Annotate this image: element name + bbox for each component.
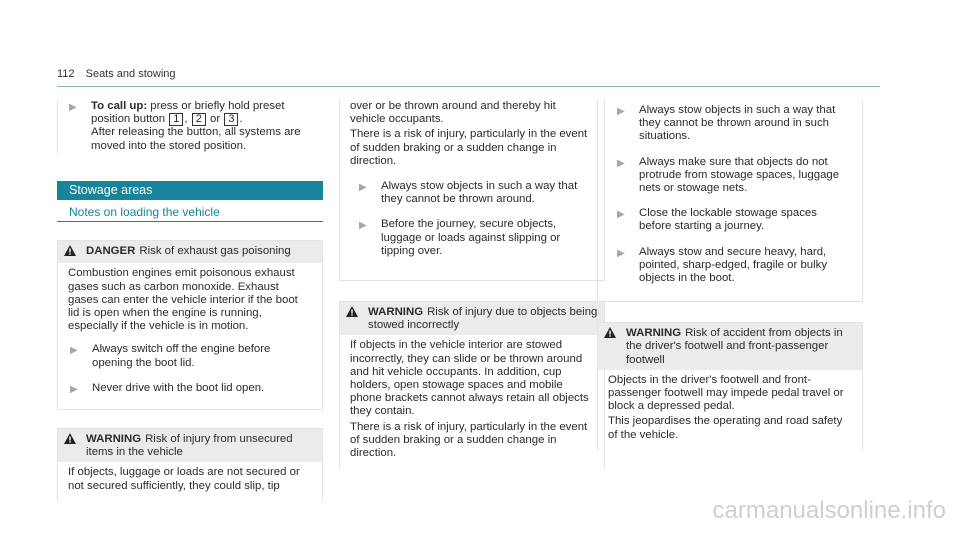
warning-title: Risk of injury due to objects being stowed incorrectly [368, 306, 598, 332]
warning-label: WARNING [86, 433, 142, 446]
arrow-icon: ▶ [69, 102, 77, 113]
continued-text-2: There is a risk of injury, particularly in the event of sudden braking or a sudden change in direction. [350, 128, 588, 167]
column-3 [597, 100, 863, 450]
warning-label: WARNING [368, 306, 424, 319]
warning-text-1: If objects in the vehicle interior are stowed incorrectly, they can slide or be thrown around and hit vehicle occupants. In addition, cup holders, open stowage spaces and mobile phone brackets cannot always retain all objects they contain. [350, 339, 589, 418]
section-name: Seats and stowing [85, 68, 176, 80]
warning-triangle-icon [604, 327, 626, 367]
intro-text-1: press or briefly hold preset position button [91, 100, 285, 126]
page-number: 112 [57, 68, 75, 80]
arrow-icon: ▶ [617, 106, 625, 117]
bullet-text: Always stow and secure heavy, hard, pointed, sharp-edged, fragile or bulky objects in the boot. [639, 245, 828, 285]
warning-label: WARNING [626, 327, 682, 340]
list-item [608, 207, 852, 235]
intro-label: To call up: [91, 100, 148, 112]
warning-triangle-icon [64, 245, 86, 260]
list-item [350, 180, 594, 208]
arrow-icon: ▶ [617, 157, 625, 169]
warning-header [58, 429, 322, 462]
arrow-icon: ▶ [359, 182, 367, 194]
list-item [68, 343, 312, 371]
warning-text-2: There is a risk of injury, particularly in the event of sudden braking or a sudden change in direction. [350, 420, 588, 460]
warning-body [58, 462, 322, 500]
list-item [68, 382, 312, 397]
preset-key-3: 3 [224, 113, 238, 126]
header-divider [57, 86, 880, 87]
bullet-text: Always stow objects in such a way that they cannot be thrown around. [381, 180, 578, 206]
sep-2: or [206, 113, 224, 126]
watermark: carmanualsonline.info [712, 497, 946, 524]
warning-header [340, 302, 604, 335]
section-title: Stowage areas [57, 181, 323, 200]
column-1 [57, 100, 323, 501]
warning-header [598, 323, 862, 370]
danger-title: Risk of exhaust gas poisoning [139, 245, 291, 258]
bullet-list [597, 100, 863, 302]
intro-text-3: After releasing the button, all systems are moved into the stored position. [91, 126, 301, 152]
warning-text: If objects, luggage or loads are not secured or not secured sufficiently, they could slip, tip [68, 466, 300, 492]
warning-triangle-icon [64, 433, 86, 459]
intro-text [91, 100, 323, 153]
danger-text: Combustion engines emit poisonous exhaust gases such as carbon monoxide. Exhaust gases can enter the vehicle interior if the boot lid is open when the engine is running, especially if the vehicle is in motion. [68, 267, 298, 333]
bullet-text: Close the lockable stowage spaces before starting a journey. [639, 207, 817, 233]
arrow-icon: ▶ [70, 383, 78, 395]
list-item [608, 156, 852, 198]
continued-text-1: over or be thrown around and thereby hit vehicle occupants. [350, 100, 556, 126]
page-header [57, 68, 176, 80]
arrow-icon: ▶ [617, 209, 625, 221]
warning-continued [339, 100, 605, 281]
subsection-title: Notes on loading the vehicle [57, 206, 323, 222]
danger-body [58, 263, 322, 409]
list-item [608, 246, 852, 288]
bullet-text: Never drive with the boot lid open. [92, 381, 265, 394]
preset-key-1: 1 [169, 113, 183, 126]
warning-box [597, 322, 863, 450]
warning-text-2: This jeopardises the operating and road safety of the vehicle. [608, 415, 843, 441]
warning-body [340, 335, 604, 468]
list-item [350, 218, 594, 260]
warning-title: Risk of injury from unsecured items in the vehicle [86, 433, 293, 459]
arrow-icon: ▶ [617, 247, 625, 259]
danger-header [58, 241, 322, 263]
column-2 [339, 100, 605, 468]
danger-box [57, 240, 323, 410]
intro-step [57, 100, 323, 153]
preset-key-2: 2 [192, 113, 206, 126]
arrow-icon: ▶ [359, 220, 367, 232]
sep-1: , [184, 113, 188, 126]
warning-box [57, 428, 323, 501]
warning-triangle-icon [346, 306, 368, 332]
bullet-text: Always switch off the engine before opening the boot lid. [92, 343, 271, 369]
warning-box [339, 301, 605, 468]
danger-label: DANGER [86, 245, 136, 258]
bullet-text: Always stow objects in such a way that they cannot be thrown around in such situations. [639, 104, 836, 143]
warning-text-1: Objects in the driver's footwell and front-passenger footwell may impede pedal travel or block a depressed pedal. [608, 373, 844, 413]
bullet-text: Always make sure that objects do not protrude from stowage spaces, luggage nets or stowage nets. [639, 155, 840, 195]
warning-body [598, 370, 862, 450]
warning-title: Risk of accident from objects in the driver's footwell and front-passenger footwell [626, 327, 843, 366]
intro-text-2: . [239, 113, 243, 126]
bullet-text: Before the journey, secure objects, luggage or loads against slipping or tipping over. [381, 218, 561, 257]
arrow-icon: ▶ [70, 345, 78, 357]
list-item [608, 104, 852, 146]
